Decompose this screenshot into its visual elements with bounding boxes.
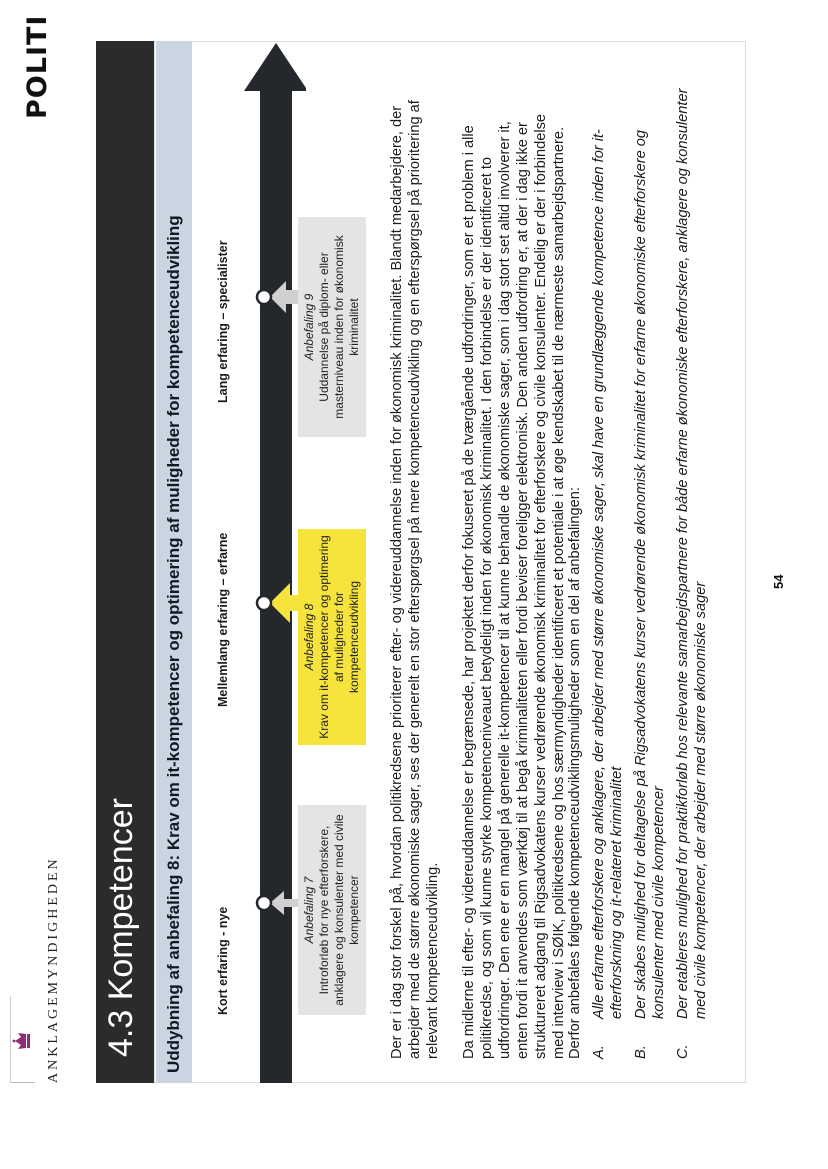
- recommendation-9-label: Anbefaling 9: [302, 293, 316, 361]
- milestone-dot-8: [257, 596, 271, 610]
- recommendation-7-box: [298, 805, 366, 1015]
- milestone-dot-7: [257, 896, 271, 910]
- recommendation-8-text: Krav om it-kompetencer og optimering af muligheder for kompetenceudvikling: [317, 535, 361, 739]
- list-marker: C.: [675, 1044, 691, 1059]
- stage-label-short: Kort erfaring - nye: [216, 906, 230, 1015]
- recommendation-7-text: Introforløb for nye efterforskere, anklagere og konsulenter med civile kompetencer: [317, 814, 361, 1006]
- recommendation-9-box: [298, 217, 366, 437]
- list-item-text: Der etableres mulighed for praktikforløb hos relevante samarbejdspartnere for både erfarne økonomiske efterforskere, anklagere og konsulenter med civile kompetencer, der arbejder med større økonomiske sager: [675, 88, 709, 1019]
- politi-logo: POLITI: [22, 14, 53, 119]
- stage-label-long: Lang erfaring – specialister: [216, 240, 230, 403]
- brand-name: ANKLAGEMYNDIGHEDEN: [46, 856, 61, 1083]
- list-item: [590, 59, 626, 1059]
- timeline-arrow: [244, 43, 306, 1083]
- figure-title: Uddybning af anbefaling 8: Krav om it-kompetencer og optimering af muligheder for kompetenceudvikling: [164, 215, 183, 1073]
- paragraph-2: Da midlerne til efter- og videreuddannelse er begrænsede, har projektet derfor fokuseret på de tværgående udfordringer, som er et problem i alle politikredse, og som vil kunne styrke kompetenceniveauet betydeligt inden for økonomisk kriminalitet. I den forbindelse er der identificeret to udfordringer. Den ene er en mangel på generelle it-kompetencer til at kunne behandle de økonomiske sager, som i dag stort set altid involverer it, enten fordi it anvendes som værktøj til at begå kriminaliteten eller fordi beviser foreligger elektronisk. Den anden udfordring er, at der i dag ikke er struktureret adgang til Rigsadvokatens kurser vedrørende økonomisk kriminalitet for efterforskere og civile konsulenter. Endelig er der i forbindelse med interview i SØIK, politikredsene og hos særmyndigheder identificeret et potentiale i at øge kendskabet til de nærmeste samarbejdspartnere.: [461, 114, 567, 1059]
- experience-timeline: [236, 33, 306, 1083]
- recommendation-8-label: Anbefaling 8: [302, 603, 316, 671]
- list-marker: B.: [633, 1045, 649, 1059]
- list-item: [674, 59, 710, 1059]
- recommendation-7-label: Anbefaling 7: [302, 876, 316, 944]
- recommendation-9-text: Uddannelse på diplom- eller masterniveau inden for økonomisk kriminalitet: [317, 235, 361, 419]
- list-marker: A.: [591, 1045, 607, 1059]
- page-number: 54: [771, 574, 786, 589]
- stage-label-medium: Mellemlang erfaring – erfarne: [216, 532, 230, 707]
- list-item-text: Der skabes mulighed for deltagelse på Rigsadvokatens kurser vedrørende økonomisk kriminalitet for erfarne økonomiske efterforskere og konsulenter med civile kompetencer: [633, 130, 667, 1019]
- recommendation-8-box: [298, 529, 366, 745]
- milestone-dot-9: [257, 290, 271, 304]
- recommendation-list: [590, 59, 716, 1059]
- paragraph-3: Derfor anbefales følgende kompetenceudviklingsmuligheder som en del af anbefalingen:: [567, 487, 583, 1059]
- list-item-text: Alle erfarne efterforskere og anklagere, der arbejder med større økonomiske sager, skal have en grundlæggende kompetence inden for it-efterforskning og it-relateret kriminalitet: [591, 129, 625, 1019]
- paragraph-1: Der er i dag stor forskel på, hvordan politikredsene prioriterer efter- og videreuddannelse inden for økonomisk kriminalitet. Blandt medarbejdere, der arbejder med de større økonomiske sager, ses der generelt en stor efterspørgsel på mere kompetenceudvikling og en efterspørgsel på prioritering af relevant kompetenceudvikling.: [389, 100, 441, 1059]
- section-title: 4.3 Kompetencer: [102, 798, 140, 1057]
- list-item: [632, 59, 668, 1059]
- crown-icon: [12, 1031, 34, 1051]
